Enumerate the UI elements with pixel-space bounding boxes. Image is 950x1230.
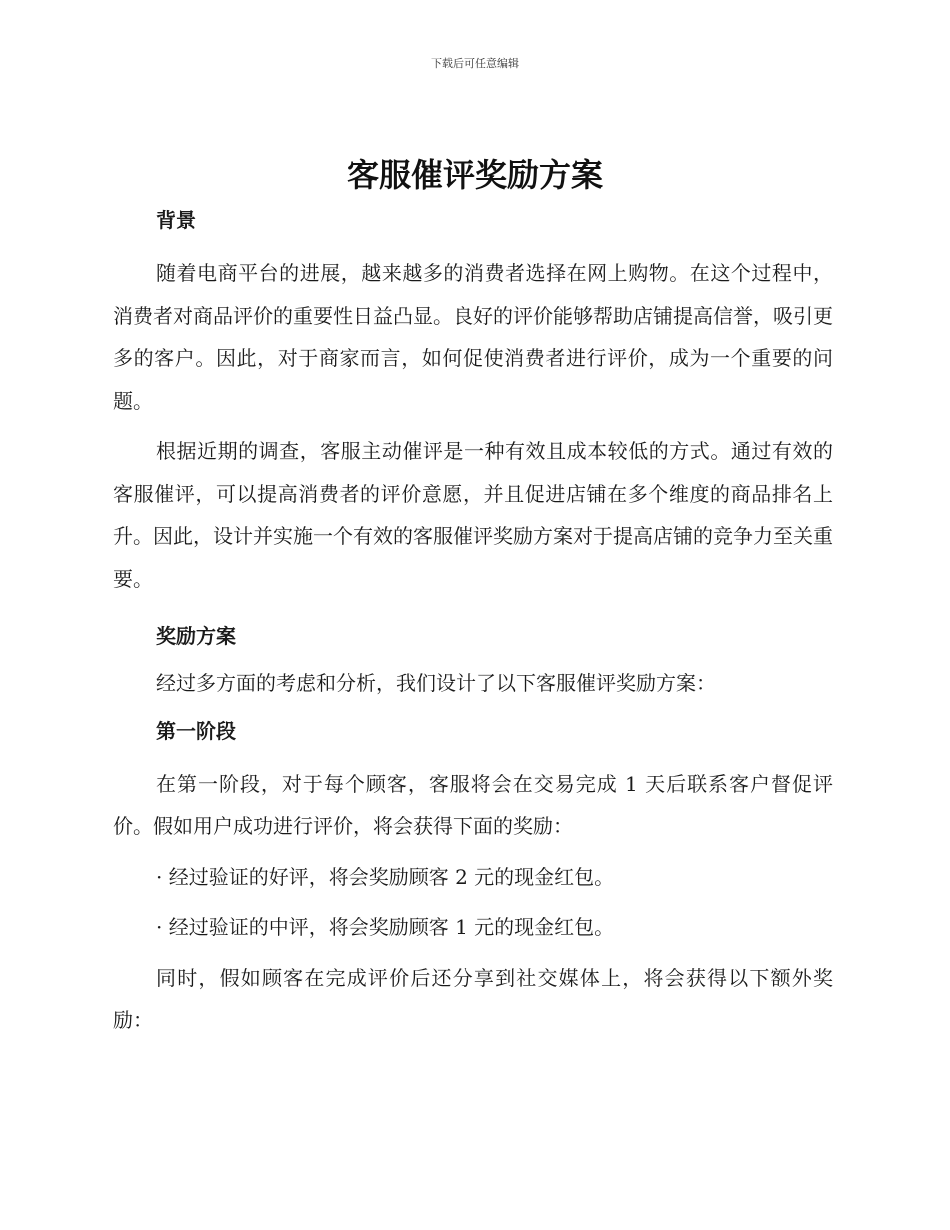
header-note: 下载后可任意编辑 [431,57,519,70]
paragraph-stage1-2: 同时，假如顾客在完成评价后还分享到社交媒体上，将会获得以下额外奖励： [113,965,833,1032]
paragraph-stage1-1: 在第一阶段，对于每个顾客，客服将会在交易完成 1 天后联系客户督促评价。假如用户成功进行评价，将会获得下面的奖励： [113,771,833,838]
section-heading-background: 背景 [156,208,196,232]
section-heading-plan: 奖励方案 [156,624,236,648]
document-title: 客服催评奖励方案 [346,156,603,194]
document-body [113,202,833,1042]
paragraph-background-1: 随着电商平台的进展，越来越多的消费者选择在网上购物。在这个过程中，消费者对商品评价的重要性日益凸显。良好的评价能够帮助店铺提高信誉，吸引更多的客户。因此，对于商家而言，如何促使消费者进行评价，成为一个重要的问题。 [113,261,833,413]
list-item-neutral-review: · 经过验证的中评，将会奖励顾客 1 元的现金红包。 [156,915,615,939]
paragraph-background-2: 根据近期的调查，客服主动催评是一种有效且成本较低的方式。通过有效的客服催评，可以提高消费者的评价意愿，并且促进店铺在多个维度的商品排名上升。因此，设计并实施一个有效的客服催评奖励方案对于提高店铺的竞争力至关重要。 [113,439,833,591]
section-heading-stage1: 第一阶段 [156,718,236,743]
paragraph-plan-1: 经过多方面的考虑和分析，我们设计了以下客服催评奖励方案： [156,671,716,695]
list-item-good-review: · 经过验证的好评，将会奖励顾客 2 元的现金红包。 [156,864,615,889]
